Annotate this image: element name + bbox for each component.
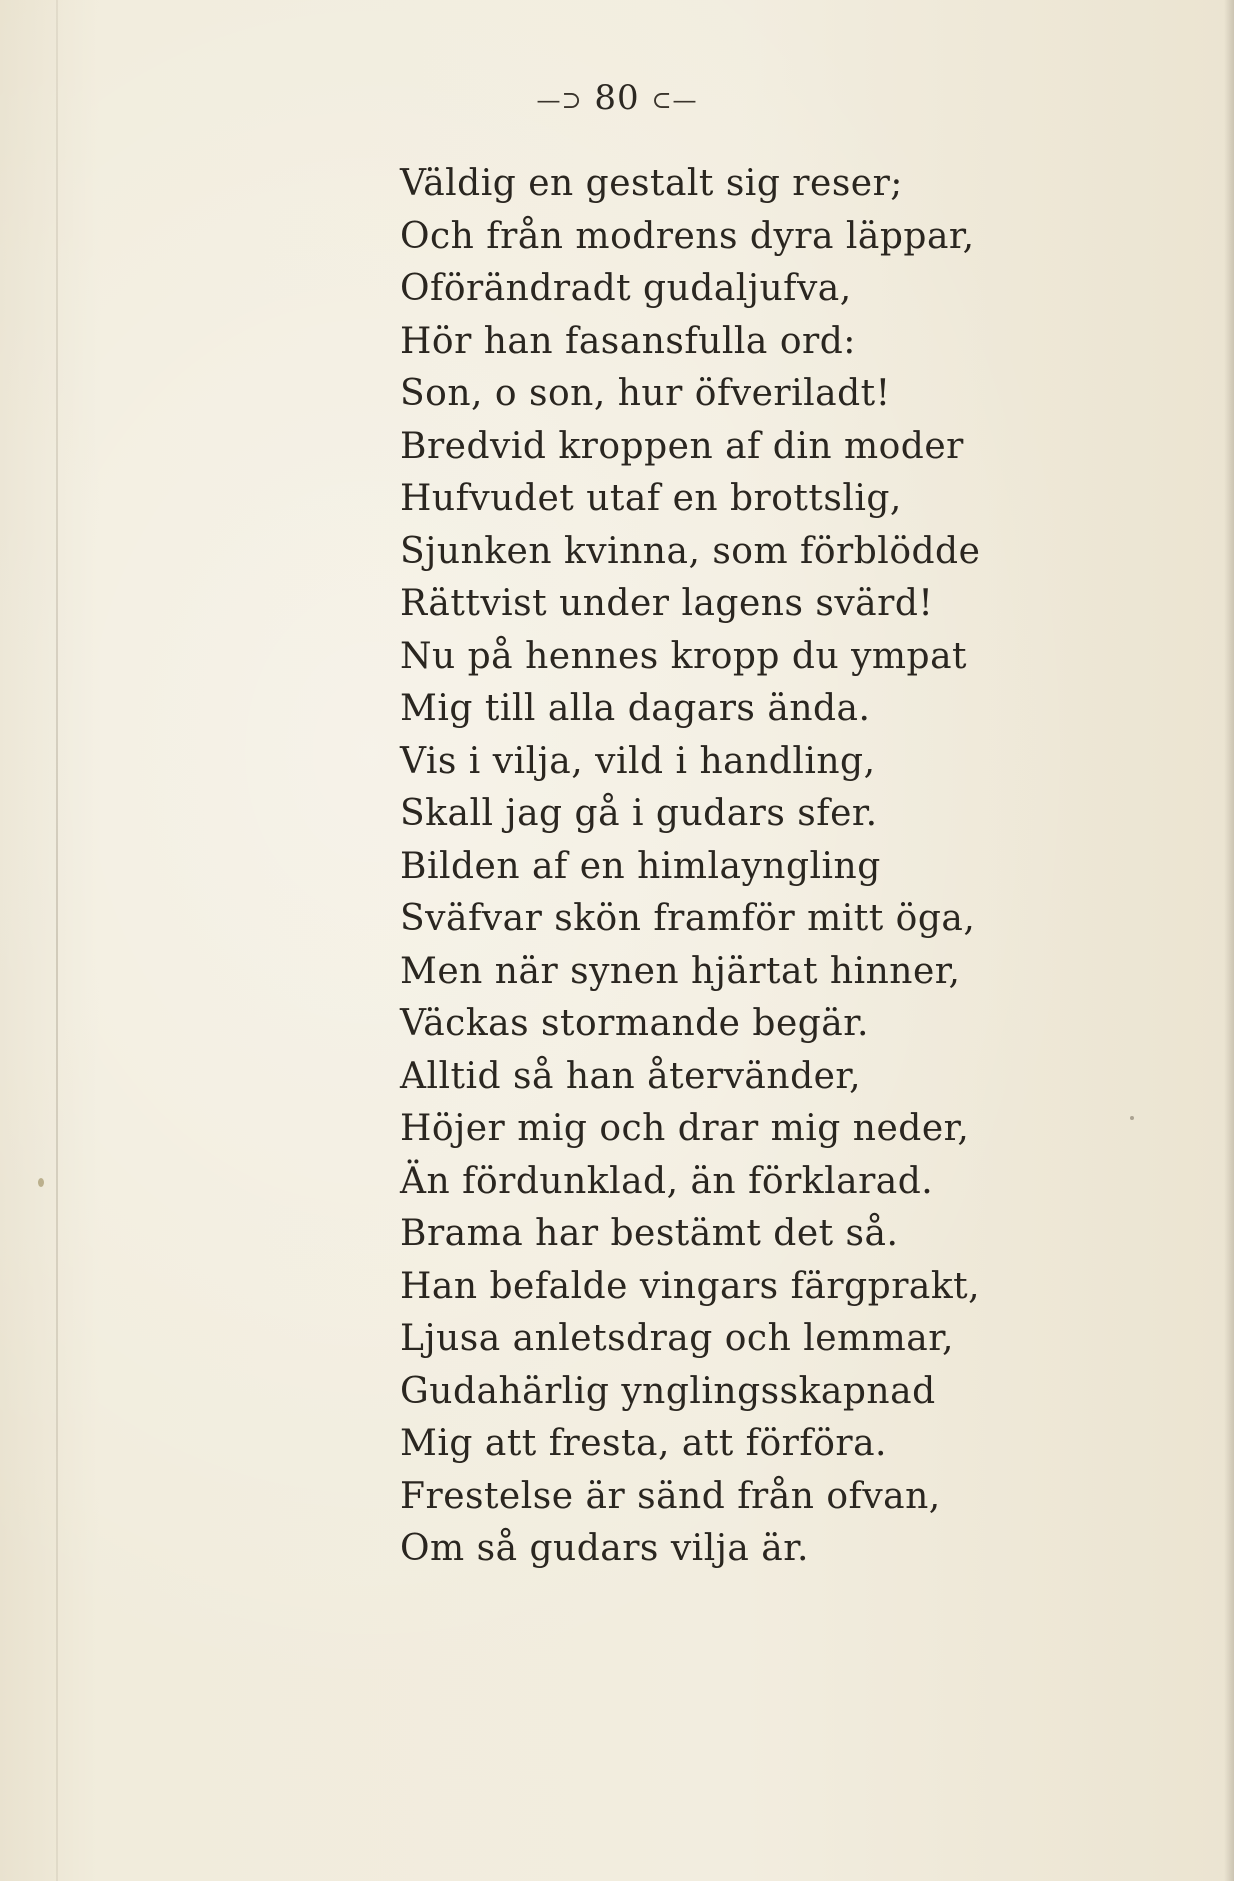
poem-line: Sväfvar skön framför mitt öga, <box>400 898 976 939</box>
poem-line: Och från modrens dyra läppar, <box>400 215 975 257</box>
poem-line: Brama har bestämt det så. <box>400 1213 899 1254</box>
poem-line: Ljusa anletsdrag och lemmar, <box>400 1318 954 1359</box>
poem-line: Väckas stormande begär. <box>400 1003 869 1044</box>
poem-line: Mig att fresta, att förföra. <box>400 1423 887 1464</box>
poem-line: Men när synen hjärtat hinner, <box>400 950 961 992</box>
poem-line: Oförändradt gudaljufva, <box>400 268 852 309</box>
poem-line: Nu på hennes kropp du ympat <box>400 635 968 677</box>
poem-line: Bredvid kroppen af din moder <box>400 425 964 467</box>
page-edge-shadow <box>1224 0 1234 1881</box>
poem-line: Hufvudet utaf en brottslig, <box>400 478 902 519</box>
poem-line: Alltid så han återvänder, <box>400 1055 862 1097</box>
poem-line: Höjer mig och drar mig neder, <box>400 1108 970 1149</box>
page-number <box>0 78 1234 118</box>
poem-line: Än fördunklad, än förklarad. <box>400 1160 934 1202</box>
poem-line: Sjunken kvinna, som förblödde <box>400 530 981 572</box>
page-fold-line <box>56 0 58 1881</box>
right-ornament-icon: ⊂— <box>651 86 698 114</box>
poem-line: Son, o son, hur öfveriladt! <box>400 373 891 414</box>
poem-text <box>400 158 1180 1576</box>
poem-line: Skall jag gå i gudars sfer. <box>400 793 878 834</box>
poem-line: Vis i vilja, vild i handling, <box>400 740 876 782</box>
poem-line: Hör han fasansfulla ord: <box>400 320 856 362</box>
poem-line: Frestelse är sänd från ofvan, <box>400 1475 941 1517</box>
page-number-text: 80 <box>594 78 640 118</box>
poem-line: Bilden af en himlayngling <box>400 845 881 887</box>
left-ornament-icon: —⊃ <box>536 86 583 114</box>
poem-line: Gudahärlig ynglingsskapnad <box>400 1370 936 1412</box>
poem-line: Rättvist under lagens svärd! <box>400 583 934 624</box>
poem-line: Han befalde vingars färgprakt, <box>400 1265 981 1307</box>
poem-line: Mig till alla dagars ända. <box>400 688 871 729</box>
paper-speck <box>38 1178 44 1187</box>
poem-line: Om så gudars vilja är. <box>400 1528 809 1569</box>
poem-line: Väldig en gestalt sig reser; <box>400 163 903 204</box>
